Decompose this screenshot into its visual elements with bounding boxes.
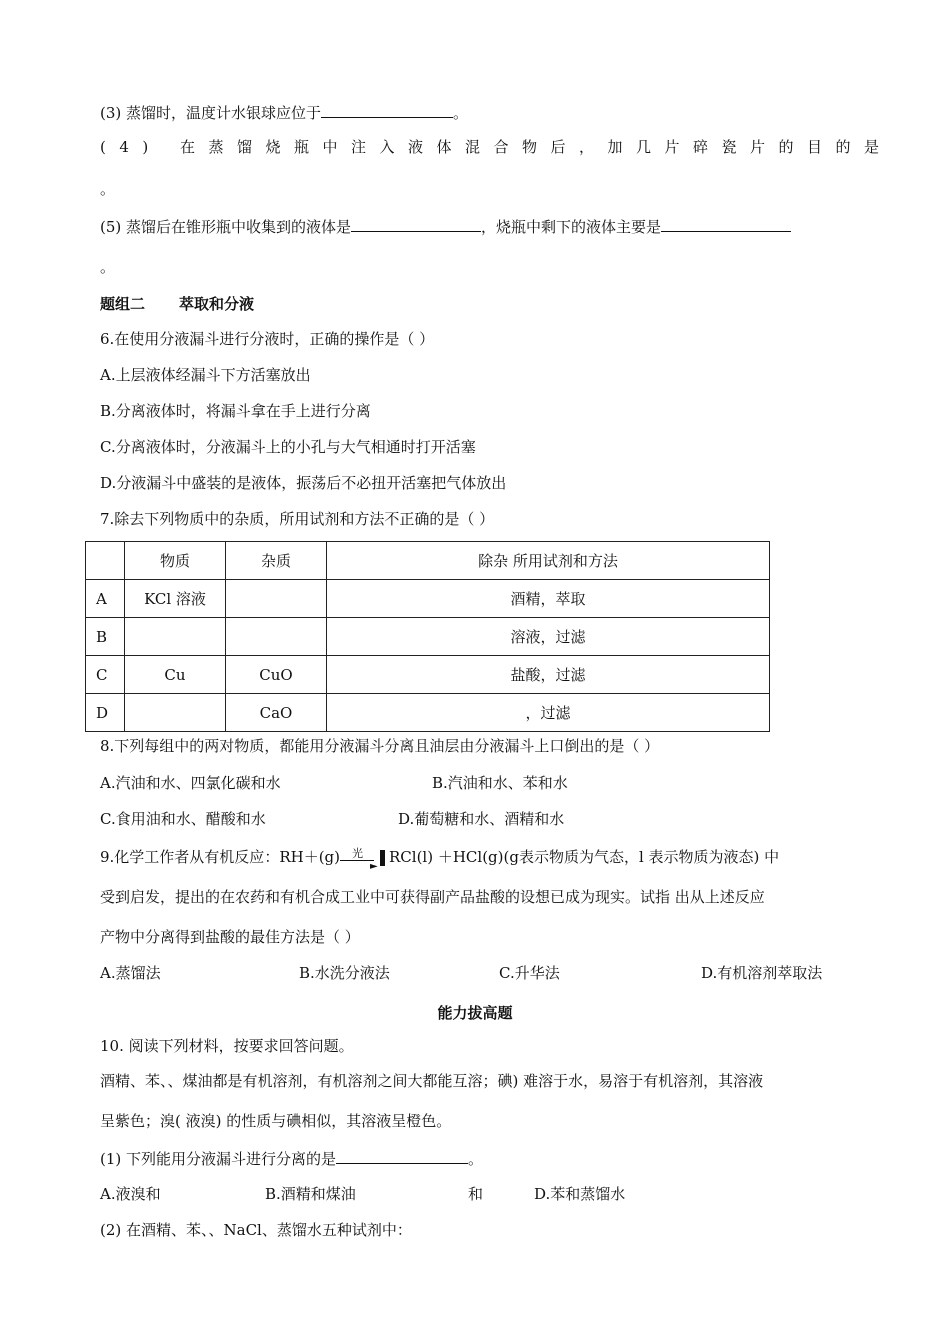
table-header-cell [86, 542, 125, 580]
q9-option-a: A.蒸馏法 [100, 964, 161, 982]
q6-option-a: A.上层液体经漏斗下方活塞放出 [100, 366, 311, 384]
q6-stem: 6.在使用分液漏斗进行分液时，正确的操作是（ ） [100, 330, 435, 348]
table-row [86, 618, 770, 656]
q5-part5-text: (5) 蒸馏后在锥形瓶中收集到的液体是 [100, 218, 352, 236]
table-row [86, 656, 770, 694]
answer-blank[interactable] [336, 1147, 468, 1164]
table-cell: 盐酸，过滤 [327, 656, 770, 694]
q10-material-line2: 呈紫色；溴( 液溴) 的性质与碘相似，其溶液呈橙色。 [100, 1112, 452, 1130]
table-header-cell: 除杂 所用试剂和方法 [327, 542, 770, 580]
table-cell: A [86, 580, 125, 618]
table-cell: 溶液，过滤 [327, 618, 770, 656]
q7-table [85, 541, 770, 732]
group-title: 萃取和分液 [179, 295, 255, 313]
q10-option-a: A.液溴和 [100, 1185, 161, 1203]
table-cell: 酒精，萃取 [327, 580, 770, 618]
table-cell: Cu [125, 656, 226, 694]
table-cell: KCl 溶液 [125, 580, 226, 618]
table-row [86, 694, 770, 732]
q10-stem: 10. 阅读下列材料，按要求回答问题。 [100, 1037, 354, 1055]
q8-option-a: A.汽油和水、四氯化碳和水 [100, 774, 281, 792]
table-header-cell: 物质 [125, 542, 226, 580]
q5-part3 [100, 101, 468, 124]
q7-stem: 7.除去下列物质中的杂质，所用试剂和方法不正确的是（ ） [100, 510, 495, 528]
q5-part5 [100, 215, 791, 238]
q9-option-d: D.有机溶剂萃取法 [701, 964, 823, 982]
table-header-row [86, 542, 770, 580]
q9-option-b: B.水洗分液法 [299, 964, 390, 982]
group-label: 题组二 [100, 295, 146, 313]
q9-line1 [100, 846, 780, 872]
group-heading [100, 293, 254, 315]
answer-blank[interactable] [661, 215, 791, 232]
table-cell: ，过滤 [327, 694, 770, 732]
bar-mark-icon [380, 850, 385, 866]
q10-option-d: D.苯和蒸馏水 [534, 1185, 626, 1203]
answer-blank[interactable] [321, 101, 453, 118]
table-cell: CaO [226, 694, 327, 732]
table-cell: D [86, 694, 125, 732]
arrow-label: 光 [352, 847, 363, 860]
q5-part4-end: 。 [100, 180, 116, 198]
answer-blank[interactable] [351, 215, 481, 232]
q8-stem: 8.下列每组中的两对物质，都能用分液漏斗分离且油层由分液漏斗上口倒出的是（ ） [100, 737, 660, 755]
q5-part4: (4) 在蒸馏烧瓶中注入液体混合物后，加几片碎瓷片的目的是 [100, 138, 893, 156]
q10-option-c: 和 [468, 1185, 484, 1203]
table-cell [226, 580, 327, 618]
q8-option-b: B.汽油和水、苯和水 [432, 774, 568, 792]
q9-option-c: C.升华法 [499, 964, 560, 982]
q5-part5-mid: ，烧瓶中剩下的液体主要是 [481, 218, 662, 236]
table-cell [125, 694, 226, 732]
q10-material-line1: 酒精、苯、、煤油都是有机溶剂，有机溶剂之间大都能互溶；碘) 难溶于水，易溶于有机溶剂，其溶液 [100, 1072, 764, 1090]
q10-part2: (2) 在酒精、苯、、NaCl、蒸馏水五种试剂中： [100, 1221, 412, 1239]
table-cell: CuO [226, 656, 327, 694]
q6-option-c: C.分离液体时，分液漏斗上的小孔与大气相通时打开活塞 [100, 438, 476, 456]
q6-option-b: B.分离液体时，将漏斗拿在手上进行分离 [100, 402, 371, 420]
table-cell [226, 618, 327, 656]
reaction-arrow-icon: 光 ► [340, 849, 380, 867]
q10-option-b: B.酒精和煤油 [265, 1185, 356, 1203]
q5-part3-end: 。 [453, 104, 469, 122]
q5-part5-end: 。 [100, 258, 116, 276]
table-cell: C [86, 656, 125, 694]
q9-line3: 产物中分离得到盐酸的最佳方法是（ ） [100, 928, 360, 946]
table-cell [125, 618, 226, 656]
q5-part3-text: (3) 蒸馏时，温度计水银球应位于 [100, 104, 322, 122]
table-cell: B [86, 618, 125, 656]
q6-option-d: D.分液漏斗中盛装的是液体，振荡后不必扭开活塞把气体放出 [100, 474, 507, 492]
q10-part1-text: (1) 下列能用分液漏斗进行分离的是 [100, 1150, 337, 1168]
q8-option-d: D.葡萄糖和水、酒精和水 [398, 810, 565, 828]
table-row [86, 580, 770, 618]
q9-text-a: 9.化学工作者从有机反应：RH＋(g) [100, 848, 340, 866]
table-header-cell: 杂质 [226, 542, 327, 580]
q9-line2: 受到启发，提出的在农药和有机合成工业中可获得副产品盐酸的设想已成为现实。试指 出从上述反应 [100, 888, 765, 906]
q9-text-b: RCl(l) ＋HCl(g)(g表示物质为气态，l 表示物质为液态) 中 [389, 848, 780, 866]
q10-part1-end: 。 [468, 1150, 484, 1168]
q10-part1 [100, 1147, 483, 1170]
q8-option-c: C.食用油和水、醋酸和水 [100, 810, 266, 828]
section-title: 能力拔高题 [437, 1004, 513, 1022]
